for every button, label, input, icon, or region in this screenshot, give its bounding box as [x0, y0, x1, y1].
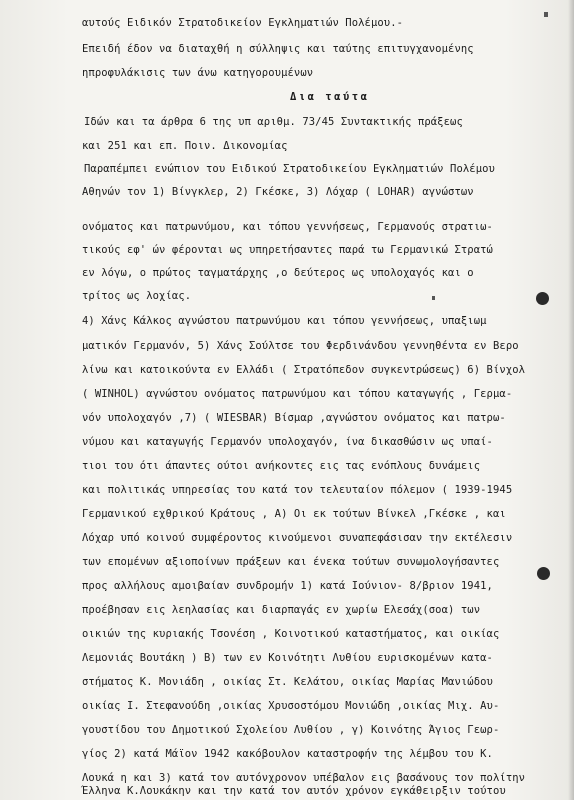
- punch-hole: [536, 292, 549, 305]
- page-edge-shadow: [568, 0, 574, 800]
- text-line: των επομένων αξιοποίνων πράξεων και ένεκα τούτων συνωμολογήσαντες: [82, 556, 500, 568]
- text-line: νόν υπολοχαγόν ,7) ( WIESBAR) Βίσμαρ ,αγνώστου ονόματος και πατρω-: [82, 412, 506, 424]
- text-line: οικιών της κυριακής Τσονέση , Κοινοτικού καταστήματος, και οικίας: [82, 628, 500, 640]
- text-line: και 251 και επ. Ποιν. Δικονομίας: [82, 140, 288, 152]
- text-line: Αθηνών τον 1) Βίνγκλερ, 2) Γκέσκε, 3) Λόχαρ ( LOHAR) αγνώστων: [82, 186, 474, 198]
- text-line: 4) Χάνς Κάλκος αγνώστου πατρωνύμου και τόπου γεννήσεως, υπαξιωμ: [82, 315, 487, 327]
- text-line: νύμου και καταγωγής Γερμανόν υπολοχαγόν, ίνα δικασθώσιν ως υπαί-: [82, 436, 493, 448]
- text-line: προέβησαν εις λεηλασίας και διαρπαγάς εν χωρίω Ελεσάχ(σοα) των: [82, 604, 481, 616]
- text-line: λίνω και κατοικούντα εν Ελλάδι ( Στρατόπεδον συγκεντρώσεως) 6) Βίνχολ: [82, 364, 526, 376]
- ink-mark: [432, 296, 435, 300]
- text-line: γουστίδου του Δημοτικού Σχολείου Λυθίου , γ) Κοινότης Άγιος Γεωρ-: [82, 724, 500, 736]
- text-line: στήματος Κ. Μονιάδη , οικίας Στ. Κελάτου, οικίας Μαρίας Μανιώδου: [82, 676, 493, 688]
- text-line: Λεμονιάς Βουτάκη ) Β) των εν Κοινότητι Λυθίου ευρισκομένων κατα-: [82, 652, 493, 664]
- text-line: τιοι του ότι άπαντες ούτοι ανήκοντες εις τας ενόπλους δυνάμεις: [82, 460, 481, 472]
- text-line: αυτούς Ειδικόν Στρατοδικείον Εγκληματιών Πολέμου.-: [82, 17, 404, 29]
- text-line: Παραπέμπει ενώπιον του Ειδικού Στρατοδικείου Εγκληματιών Πολέμου: [84, 163, 495, 175]
- text-line: Ιδών και τα άρθρα 6 της υπ αριθμ. 73/45 Συντακτικής πράξεως: [84, 116, 463, 128]
- text-line: ( WINHOL) αγνώστου ονόματος πατρωνύμου και τόπου καταγωγής , Γερμα-: [82, 388, 513, 400]
- text-line: Γερμανικού εχθρικού Κράτους , Α) Οι εκ τούτων Βίνκελ ,Γκέσκε , και: [82, 508, 506, 520]
- text-line: Έλληνα Κ.Λουκάκην και την κατά τον αυτόν χρόνον εγκάθειρξιν τούτου: [82, 785, 506, 797]
- text-line: Λόχαρ υπό κοινού συμφέροντος κινούμενοι συναπεφάσισαν την εκτέλεσιν: [82, 532, 513, 544]
- ink-mark: [544, 12, 548, 17]
- text-line: τρίτος ως λοχίας.: [82, 290, 192, 302]
- section-heading: Δια ταύτα: [290, 91, 370, 103]
- text-line: ηπροφυλάκισις των άνω κατηγορουμένων: [82, 67, 314, 79]
- punch-hole: [537, 567, 550, 580]
- text-line: ονόματος και πατρωνύμου, και τόπου γεννήσεως, Γερμανούς στρατιω-: [82, 221, 493, 233]
- text-line: γίος 2) κατά Μάϊον 1942 κακόβουλον καταστροφήν της λέμβου του Κ.: [82, 748, 493, 760]
- text-line: Λουκά η και 3) κατά τον αυτόνχρονον υπέβαλον εις βασάνους τον πολίτην: [82, 772, 526, 784]
- text-line: τικούς εφ' ών φέρονται ως υπηρετήσαντες παρά τω Γερμανικώ Στρατώ: [82, 244, 493, 256]
- text-line: και πολιτικάς υπηρεσίας του κατά τον τελευταίον πόλεμον ( 1939-1945: [82, 484, 513, 496]
- text-line: προς αλλήλους αμοιβαίαν συνδρομήν 1) κατά Ιούνιον- 8/βριον 1941,: [82, 580, 493, 592]
- text-line: εν λόγω, ο πρώτος ταγματάρχης ,ο δεύτερος ως υπολοχαγός και ο: [82, 267, 474, 279]
- text-line: Επειδή έδον να διαταχθή η σύλληψις και ταύτης επιτυγχανομένης: [82, 43, 474, 55]
- text-line: ματικόν Γερμανόν, 5) Χάνς Σούλτσε του Φερδινάνδου γεννηθέντα εν Βερο: [82, 340, 519, 352]
- text-line: οικίας Ι. Στεφανούδη ,οικίας Χρυσοστόμου Μονιώδη ,οικίας Μιχ. Αυ-: [82, 700, 500, 712]
